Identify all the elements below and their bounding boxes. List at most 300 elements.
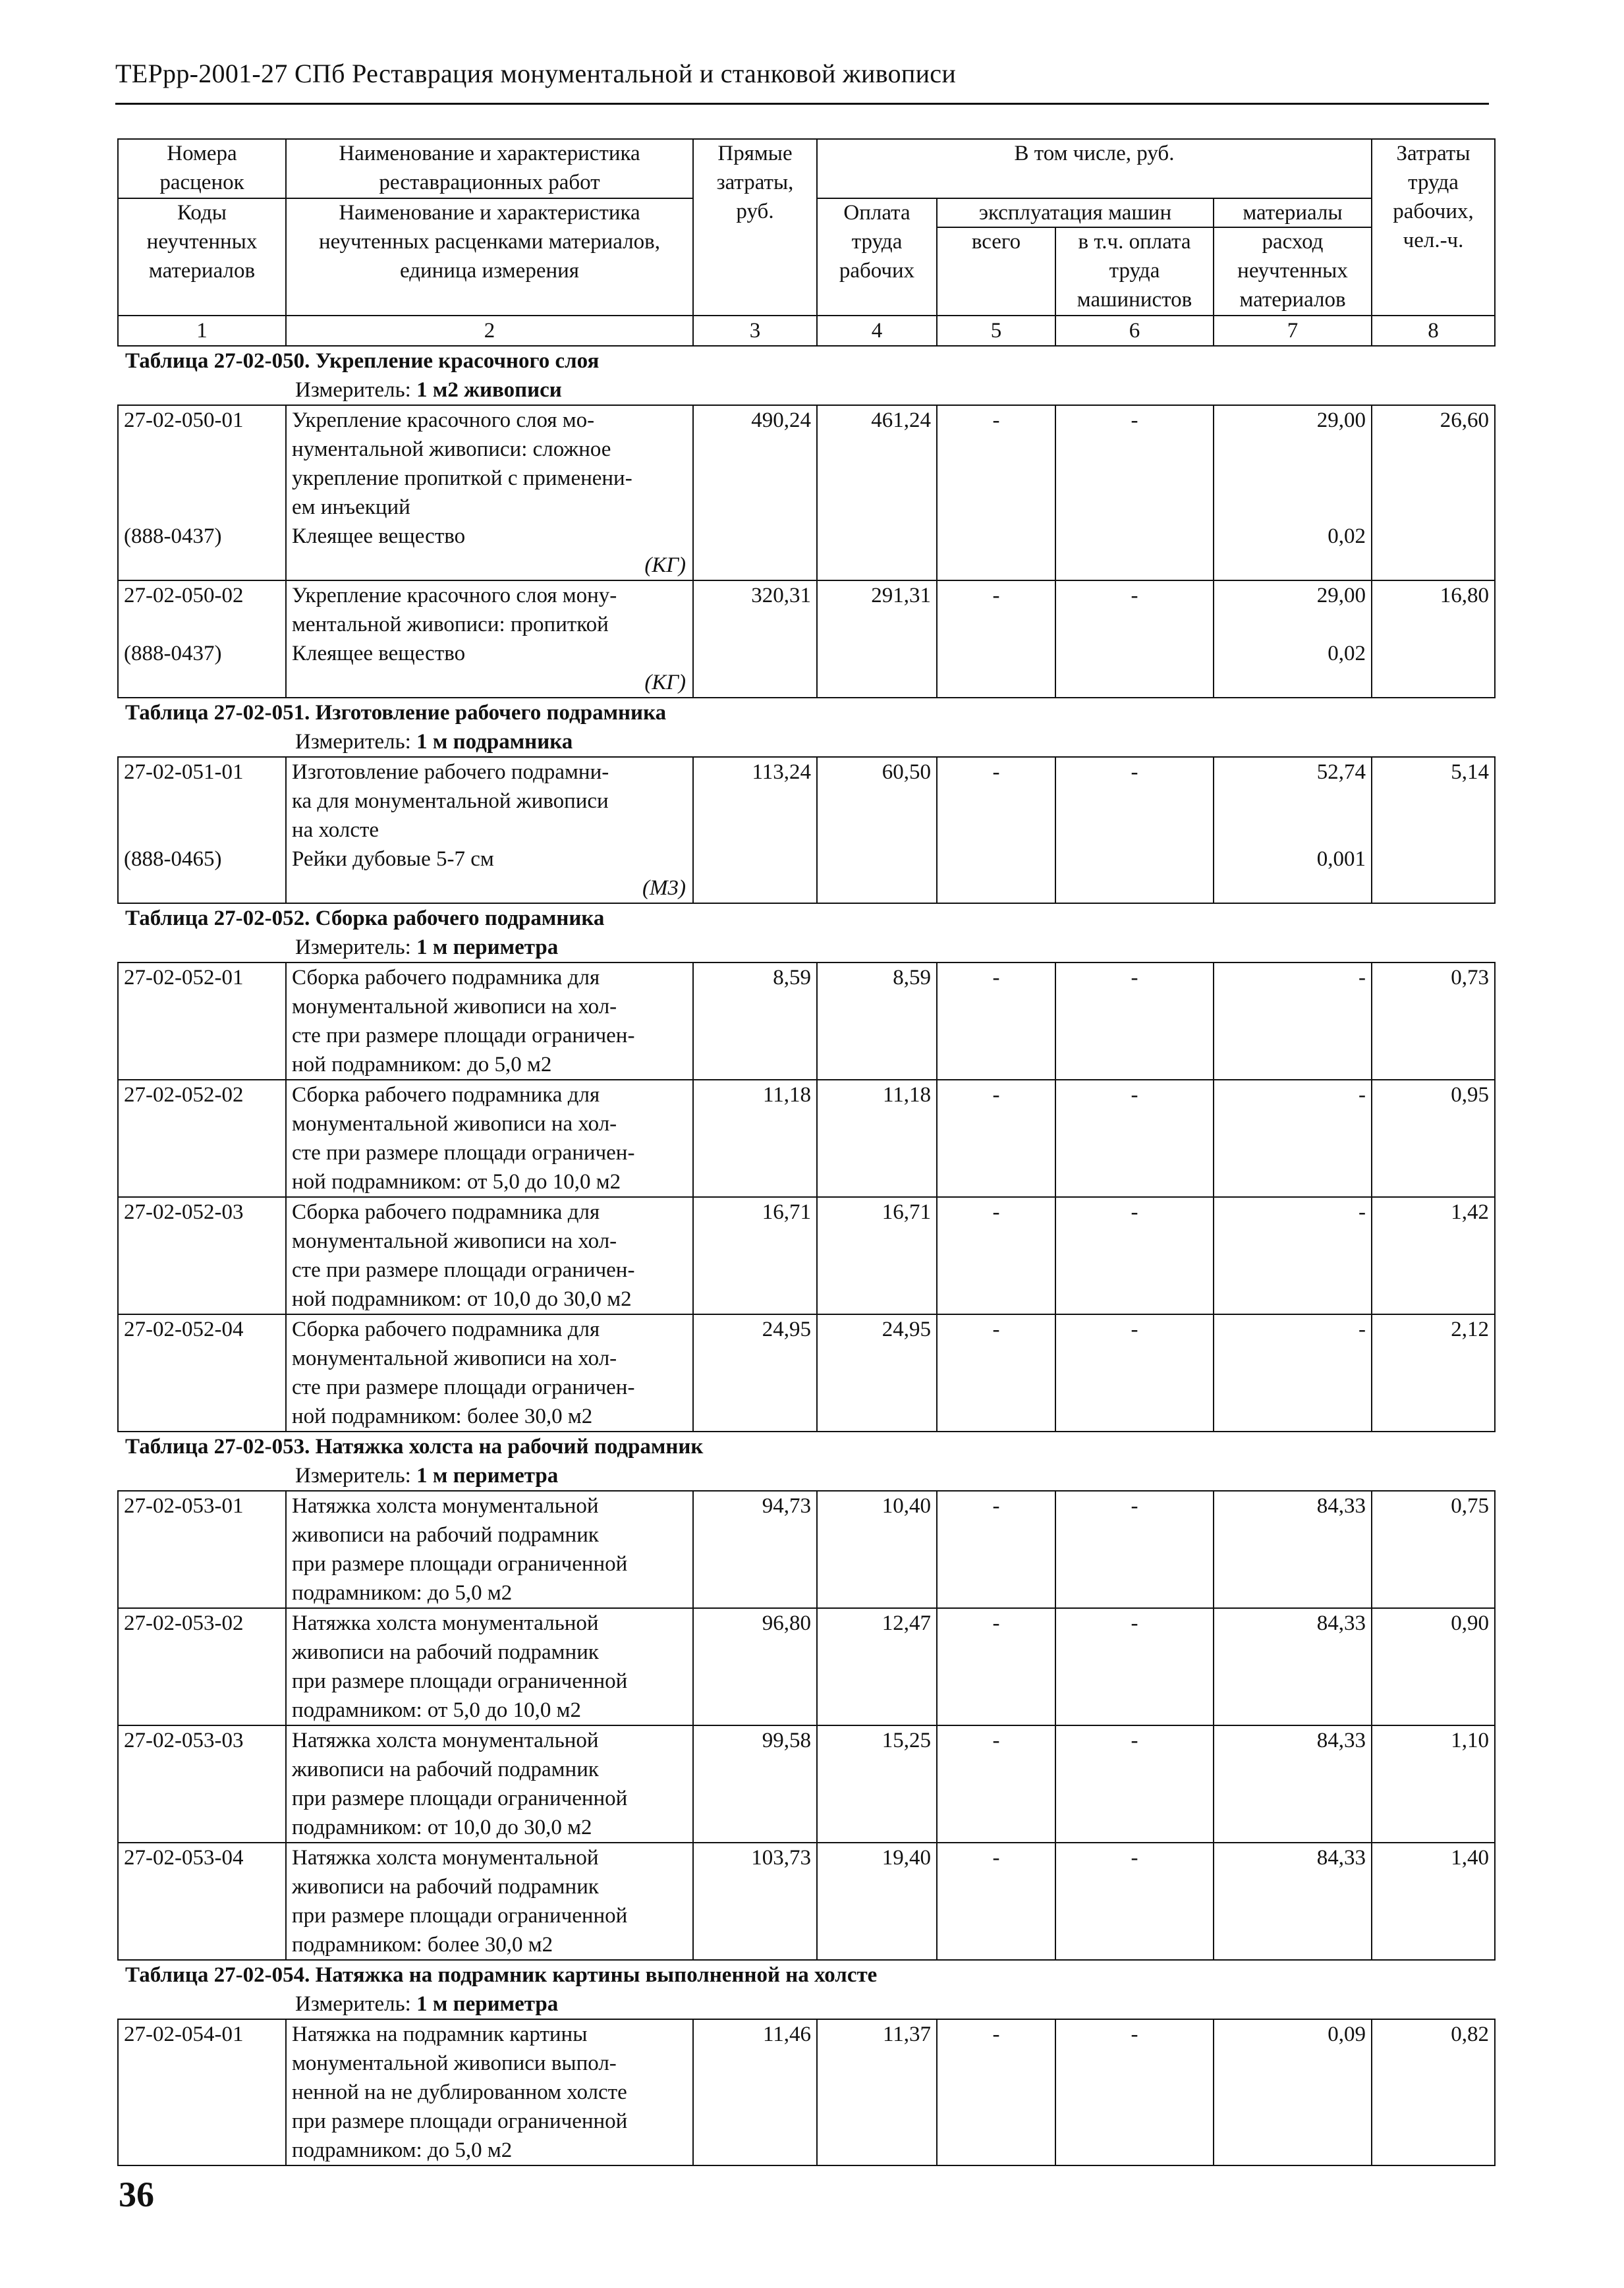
material-name: Клеящее вещество <box>292 642 466 665</box>
rate-row <box>118 1314 1495 1432</box>
rate-name-line: при размере площади ограниченной <box>292 1552 628 1576</box>
materials-cost: 84,33 <box>1316 1494 1366 1518</box>
direct-costs-cell <box>693 1314 817 1432</box>
rate-name-line: укрепление пропиткой с применени- <box>292 466 632 490</box>
rate-name-line: сте при размере площади ограничен- <box>292 1258 635 1282</box>
rate-name-line: сте при размере площади ограничен- <box>292 1376 635 1399</box>
rate-name-line: монументальной живописи на хол- <box>292 1347 617 1370</box>
machines-total: - <box>992 1611 1000 1635</box>
rate-name-line: ной подрамником: до 5,0 м2 <box>292 1053 552 1076</box>
rate-row <box>118 1725 1495 1843</box>
rate-name-line: на холсте <box>292 818 379 842</box>
rate-row <box>118 757 1495 903</box>
rate-row <box>118 1843 1495 1960</box>
rate-code-cell <box>118 963 286 1080</box>
direct-costs: 490,24 <box>751 408 811 432</box>
worker-pay-cell <box>817 2019 937 2165</box>
header-operator-pay: в т.ч. оплата труда машинистов <box>1055 227 1214 316</box>
labor-hours-cell <box>1372 1725 1495 1843</box>
labor-hours-cell <box>1372 1080 1495 1197</box>
machines-total-cell <box>937 963 1055 1080</box>
direct-costs-cell <box>693 2019 817 2165</box>
direct-costs: 16,71 <box>762 1200 811 1224</box>
rate-row <box>118 1197 1495 1314</box>
material-quantity: 0,001 <box>1316 847 1366 871</box>
operator-pay: - <box>1131 1318 1138 1341</box>
machines-total-cell <box>937 580 1055 698</box>
rate-row <box>118 405 1495 580</box>
rate-name-line: Сборка рабочего подрамника для <box>292 966 600 990</box>
rate-name-line: монументальной живописи выпол- <box>292 2051 617 2075</box>
operator-pay-cell <box>1055 1491 1214 1608</box>
operator-pay: - <box>1131 408 1138 432</box>
header-machine-operation: эксплуатация машин <box>937 198 1214 227</box>
rate-code: 27-02-053-03 <box>124 1729 244 1752</box>
column-number: 7 <box>1214 316 1372 346</box>
materials-cost: 52,74 <box>1316 760 1366 784</box>
materials-cell <box>1214 1608 1372 1725</box>
rate-name-line: подрамником: до 5,0 м2 <box>292 1581 513 1605</box>
labor-hours: 1,10 <box>1451 1729 1489 1752</box>
worker-pay-cell <box>817 1491 937 1608</box>
rate-name-cell <box>286 1725 693 1843</box>
direct-costs: 96,80 <box>762 1611 811 1635</box>
rate-name-cell <box>286 2019 693 2165</box>
machines-total: - <box>992 584 1000 607</box>
rate-name-line: живописи на рабочий подрамник <box>292 1875 599 1899</box>
machines-total: - <box>992 1083 1000 1107</box>
rate-name-line: Сборка рабочего подрамника для <box>292 1083 600 1107</box>
machines-total: - <box>992 1200 1000 1224</box>
operator-pay-cell <box>1055 1608 1214 1725</box>
rate-name-line: при размере площади ограниченной <box>292 2109 628 2133</box>
worker-pay: 19,40 <box>882 1846 931 1870</box>
direct-costs-cell <box>693 963 817 1080</box>
material-name: Рейки дубовые 5-7 см <box>292 847 494 871</box>
rate-code: 27-02-052-01 <box>124 966 244 990</box>
rate-name-line: подрамником: более 30,0 м2 <box>292 1933 553 1957</box>
measure-label: Измеритель: <box>295 935 411 959</box>
section-measure <box>295 1461 1489 1490</box>
operator-pay-cell <box>1055 2019 1214 2165</box>
worker-pay-cell <box>817 963 937 1080</box>
operator-pay-cell <box>1055 1725 1214 1843</box>
worker-pay-cell <box>817 1725 937 1843</box>
rate-code-cell <box>118 1314 286 1432</box>
rate-code-cell <box>118 1080 286 1197</box>
machines-total: - <box>992 760 1000 784</box>
direct-costs-cell <box>693 1491 817 1608</box>
rate-table <box>117 962 1496 1432</box>
labor-hours: 1,42 <box>1451 1200 1489 1224</box>
machines-total: - <box>992 2023 1000 2046</box>
materials-cost: - <box>1358 966 1366 990</box>
machines-total: - <box>992 1729 1000 1752</box>
worker-pay: 461,24 <box>871 408 931 432</box>
rate-code: 27-02-053-04 <box>124 1846 244 1870</box>
operator-pay: - <box>1131 760 1138 784</box>
materials-cell <box>1214 405 1372 580</box>
section-title: Таблица 27-02-054. Натяжка на подрамник картины выполненной на холсте <box>125 1963 878 1987</box>
operator-pay: - <box>1131 1846 1138 1870</box>
materials-cell <box>1214 2019 1372 2165</box>
worker-pay: 24,95 <box>882 1318 931 1341</box>
materials-cost: 84,33 <box>1316 1846 1366 1870</box>
labor-hours-cell <box>1372 405 1495 580</box>
rate-name-cell <box>286 405 693 580</box>
rate-name-line: Сборка рабочего подрамника для <box>292 1318 600 1341</box>
direct-costs-cell <box>693 1608 817 1725</box>
rate-table <box>117 405 1496 698</box>
operator-pay: - <box>1131 1200 1138 1224</box>
direct-costs-cell <box>693 1843 817 1960</box>
materials-cost: 84,33 <box>1316 1611 1366 1635</box>
rate-row <box>118 963 1495 1080</box>
column-header-table <box>117 138 1496 347</box>
materials-cost: 84,33 <box>1316 1729 1366 1752</box>
header-direct-costs: Прямые затраты, руб. <box>693 139 817 316</box>
machines-total-cell <box>937 757 1055 903</box>
rate-name-line: Натяжка холста монументальной <box>292 1729 599 1752</box>
labor-hours: 0,90 <box>1451 1611 1489 1635</box>
operator-pay: - <box>1131 1083 1138 1107</box>
measure-value: 1 м периметра <box>416 1992 559 2016</box>
rate-code-cell <box>118 1491 286 1608</box>
column-number: 6 <box>1055 316 1214 346</box>
page-title: ТЕРрр-2001-27 СПб Реставрация монументальной и станковой живописи <box>115 59 957 88</box>
header-labor-hours: Затраты труда рабочих, чел.-ч. <box>1372 139 1495 316</box>
operator-pay: - <box>1131 584 1138 607</box>
direct-costs: 11,18 <box>762 1083 811 1107</box>
materials-cell <box>1214 1080 1372 1197</box>
rate-table <box>117 2019 1496 2166</box>
direct-costs-cell <box>693 405 817 580</box>
rate-name-line: Укрепление красочного слоя мо- <box>292 408 595 432</box>
column-number: 3 <box>693 316 817 346</box>
rate-name-line: сте при размере площади ограничен- <box>292 1024 635 1047</box>
rate-name-line: при размере площади ограниченной <box>292 1787 628 1810</box>
labor-hours-cell <box>1372 1197 1495 1314</box>
section-title: Таблица 27-02-052. Сборка рабочего подрамника <box>125 907 605 930</box>
rate-code: 27-02-050-02 <box>124 584 244 607</box>
rate-code: 27-02-052-04 <box>124 1318 244 1341</box>
worker-pay-cell <box>817 757 937 903</box>
rate-table <box>117 1490 1496 1961</box>
rate-name-line: Натяжка на подрамник картины <box>292 2023 588 2046</box>
material-unit: (КГ) <box>644 553 686 577</box>
machines-total-cell <box>937 405 1055 580</box>
direct-costs: 8,59 <box>773 966 811 990</box>
section-measure <box>295 933 1489 962</box>
labor-hours: 0,82 <box>1451 2023 1489 2046</box>
machines-total: - <box>992 1318 1000 1341</box>
operator-pay-cell <box>1055 1843 1214 1960</box>
rate-name-line: монументальной живописи на хол- <box>292 1112 617 1136</box>
materials-cell <box>1214 1314 1372 1432</box>
header-unaccounted-materials: расход неучтенных материалов <box>1214 227 1372 316</box>
operator-pay-cell <box>1055 580 1214 698</box>
rate-name-line: живописи на рабочий подрамник <box>292 1640 599 1664</box>
header-worker-pay: Оплата труда рабочих <box>817 198 937 316</box>
labor-hours: 1,40 <box>1451 1846 1489 1870</box>
header-materials: материалы <box>1214 198 1372 227</box>
rate-name-line: подрамником: от 10,0 до 30,0 м2 <box>292 1816 592 1839</box>
direct-costs-cell <box>693 1080 817 1197</box>
header-rate-number: Номера расценок <box>118 139 286 198</box>
labor-hours-cell <box>1372 580 1495 698</box>
direct-costs-cell <box>693 1725 817 1843</box>
section-title: Таблица 27-02-053. Натяжка холста на рабочий подрамник <box>125 1435 704 1459</box>
rate-name-cell <box>286 1608 693 1725</box>
rate-code-cell <box>118 580 286 698</box>
column-number: 4 <box>817 316 937 346</box>
rate-name-line: при размере площади ограниченной <box>292 1904 628 1928</box>
rate-code: 27-02-052-02 <box>124 1083 244 1107</box>
direct-costs: 94,73 <box>762 1494 811 1518</box>
rate-code-cell <box>118 1608 286 1725</box>
direct-costs: 113,24 <box>752 760 811 784</box>
worker-pay: 11,18 <box>882 1083 931 1107</box>
column-number: 2 <box>286 316 693 346</box>
rate-name-line: живописи на рабочий подрамник <box>292 1758 599 1781</box>
worker-pay-cell <box>817 1608 937 1725</box>
section-measure <box>295 1990 1489 2019</box>
document-body <box>117 138 1489 2166</box>
worker-pay-cell <box>817 405 937 580</box>
operator-pay-cell <box>1055 405 1214 580</box>
operator-pay: - <box>1131 1611 1138 1635</box>
rate-name-line: ной подрамником: более 30,0 м2 <box>292 1405 593 1428</box>
measure-label: Измеритель: <box>295 730 411 754</box>
rate-row <box>118 580 1495 698</box>
rate-name-line: ненной на не дублированном холсте <box>292 2080 627 2104</box>
machines-total-cell <box>937 1080 1055 1197</box>
worker-pay-cell <box>817 1843 937 1960</box>
rate-name-line: ментальной живописи: пропиткой <box>292 613 609 636</box>
operator-pay-cell <box>1055 757 1214 903</box>
header-material-names: Наименование и характеристика неучтенных расценками материалов, единица измерения <box>286 198 693 316</box>
rate-row <box>118 1080 1495 1197</box>
machines-total-cell <box>937 1314 1055 1432</box>
rate-code: 27-02-052-03 <box>124 1200 244 1224</box>
rate-name-line: Натяжка холста монументальной <box>292 1846 599 1870</box>
section-title: Таблица 27-02-051. Изготовление рабочего подрамника <box>125 701 667 725</box>
section-title: Таблица 27-02-050. Укрепление красочного слоя <box>125 349 600 373</box>
worker-pay: 15,25 <box>882 1729 931 1752</box>
labor-hours: 0,75 <box>1451 1494 1489 1518</box>
measure-label: Измеритель: <box>295 1992 411 2016</box>
worker-pay: 8,59 <box>893 966 931 990</box>
direct-costs: 99,58 <box>762 1729 811 1752</box>
labor-hours: 2,12 <box>1451 1318 1489 1341</box>
labor-hours-cell <box>1372 1608 1495 1725</box>
rate-name-line: Изготовление рабочего подрамни- <box>292 760 609 784</box>
rate-name-cell <box>286 1197 693 1314</box>
direct-costs: 320,31 <box>751 584 811 607</box>
labor-hours-cell <box>1372 1843 1495 1960</box>
operator-pay: - <box>1131 1494 1138 1518</box>
material-code: (888-0437) <box>124 524 222 548</box>
machines-total-cell <box>937 1843 1055 1960</box>
direct-costs: 103,73 <box>751 1846 811 1870</box>
materials-cost: - <box>1358 1318 1366 1341</box>
section-measure <box>295 376 1489 405</box>
column-number: 1 <box>118 316 286 346</box>
measure-value: 1 м периметра <box>416 935 559 959</box>
rate-name-line: Натяжка холста монументальной <box>292 1494 599 1518</box>
worker-pay-cell <box>817 1080 937 1197</box>
material-quantity: 0,02 <box>1328 524 1366 548</box>
machines-total: - <box>992 408 1000 432</box>
machines-total-cell <box>937 1608 1055 1725</box>
rate-name-line: Натяжка холста монументальной <box>292 1611 599 1635</box>
machines-total: - <box>992 966 1000 990</box>
materials-cell <box>1214 1491 1372 1608</box>
header-work-name: Наименование и характеристика реставрационных работ <box>286 139 693 198</box>
measure-value: 1 м2 живописи <box>416 378 562 402</box>
materials-cost: 0,09 <box>1328 2023 1366 2046</box>
rate-name-line: живописи на рабочий подрамник <box>292 1523 599 1547</box>
labor-hours: 26,60 <box>1440 408 1489 432</box>
worker-pay-cell <box>817 1197 937 1314</box>
machines-total-cell <box>937 1725 1055 1843</box>
measure-value: 1 м подрамника <box>416 730 573 754</box>
labor-hours-cell <box>1372 963 1495 1080</box>
material-code: (888-0465) <box>124 847 222 871</box>
measure-label: Измеритель: <box>295 1464 411 1488</box>
direct-costs-cell <box>693 580 817 698</box>
title-divider <box>115 103 1489 105</box>
operator-pay-cell <box>1055 1314 1214 1432</box>
column-number: 8 <box>1372 316 1495 346</box>
labor-hours-cell <box>1372 757 1495 903</box>
materials-cell <box>1214 580 1372 698</box>
rate-code-cell <box>118 2019 286 2165</box>
rate-name-line: при размере площади ограниченной <box>292 1669 628 1693</box>
rate-name-line: подрамником: от 5,0 до 10,0 м2 <box>292 1698 582 1722</box>
rate-name-line: ем инъекций <box>292 495 410 519</box>
machines-total-cell <box>937 1197 1055 1314</box>
page-number: 36 <box>119 2175 154 2214</box>
rate-name-cell <box>286 963 693 1080</box>
rate-code-cell <box>118 1725 286 1843</box>
labor-hours: 0,73 <box>1451 966 1489 990</box>
direct-costs: 24,95 <box>762 1318 811 1341</box>
machines-total-cell <box>937 1491 1055 1608</box>
material-code: (888-0437) <box>124 642 222 665</box>
worker-pay: 60,50 <box>882 760 931 784</box>
worker-pay: 291,31 <box>871 584 931 607</box>
rate-name-line: Сборка рабочего подрамника для <box>292 1200 600 1224</box>
material-quantity: 0,02 <box>1328 642 1366 665</box>
rate-code: 27-02-053-02 <box>124 1611 244 1635</box>
direct-costs: 11,46 <box>762 2023 811 2046</box>
rate-name-cell <box>286 1843 693 1960</box>
measure-label: Измеритель: <box>295 378 411 402</box>
rate-name-line: ной подрамником: от 10,0 до 30,0 м2 <box>292 1287 632 1311</box>
rate-name-cell <box>286 580 693 698</box>
direct-costs-cell <box>693 757 817 903</box>
operator-pay: - <box>1131 966 1138 990</box>
header-group-including: В том числе, руб. <box>817 139 1372 198</box>
rate-code-cell <box>118 757 286 903</box>
rate-code-cell <box>118 1197 286 1314</box>
operator-pay: - <box>1131 2023 1138 2046</box>
measure-value: 1 м периметра <box>416 1464 559 1488</box>
rate-name-cell <box>286 1080 693 1197</box>
header-machines-total: всего <box>937 227 1055 316</box>
rate-name-line: сте при размере площади ограничен- <box>292 1141 635 1165</box>
rate-sections <box>117 347 1489 2166</box>
rate-name-cell <box>286 1314 693 1432</box>
labor-hours: 16,80 <box>1440 584 1489 607</box>
rate-code-cell <box>118 405 286 580</box>
material-name: Клеящее вещество <box>292 524 466 548</box>
rate-name-line: ной подрамником: от 5,0 до 10,0 м2 <box>292 1170 621 1194</box>
rate-code: 27-02-051-01 <box>124 760 244 784</box>
labor-hours: 0,95 <box>1451 1083 1489 1107</box>
worker-pay-cell <box>817 1314 937 1432</box>
rate-name-line: нументальной живописи: сложное <box>292 437 611 461</box>
materials-cell <box>1214 1725 1372 1843</box>
operator-pay: - <box>1131 1729 1138 1752</box>
worker-pay: 11,37 <box>882 2023 931 2046</box>
worker-pay: 10,40 <box>882 1494 931 1518</box>
rate-name-cell <box>286 757 693 903</box>
rate-name-line: подрамником: до 5,0 м2 <box>292 2138 513 2162</box>
worker-pay: 16,71 <box>882 1200 931 1224</box>
materials-cost: - <box>1358 1200 1366 1224</box>
operator-pay-cell <box>1055 1080 1214 1197</box>
materials-cell <box>1214 757 1372 903</box>
materials-cost: - <box>1358 1083 1366 1107</box>
machines-total-cell <box>937 2019 1055 2165</box>
rate-row <box>118 1608 1495 1725</box>
column-number: 5 <box>937 316 1055 346</box>
rate-code: 27-02-054-01 <box>124 2023 244 2046</box>
labor-hours: 5,14 <box>1451 760 1489 784</box>
labor-hours-cell <box>1372 1314 1495 1432</box>
rate-name-line: монументальной живописи на хол- <box>292 1229 617 1253</box>
worker-pay-cell <box>817 580 937 698</box>
section-measure <box>295 727 1489 756</box>
rate-code: 27-02-053-01 <box>124 1494 244 1518</box>
materials-cell <box>1214 1197 1372 1314</box>
labor-hours-cell <box>1372 1491 1495 1608</box>
worker-pay: 12,47 <box>882 1611 931 1635</box>
material-unit: (М3) <box>642 876 686 900</box>
materials-cell <box>1214 963 1372 1080</box>
rate-name-line: ка для монументальной живописи <box>292 789 609 813</box>
rate-name-line: монументальной живописи на хол- <box>292 995 617 1018</box>
rate-row <box>118 1491 1495 1608</box>
rate-name-cell <box>286 1491 693 1608</box>
materials-cost: 29,00 <box>1316 408 1366 432</box>
operator-pay-cell <box>1055 1197 1214 1314</box>
rate-code-cell <box>118 1843 286 1960</box>
material-unit: (КГ) <box>644 671 686 694</box>
materials-cost: 29,00 <box>1316 584 1366 607</box>
rate-name-line: Укрепление красочного слоя мону- <box>292 584 617 607</box>
operator-pay-cell <box>1055 963 1214 1080</box>
direct-costs-cell <box>693 1197 817 1314</box>
rate-code: 27-02-050-01 <box>124 408 244 432</box>
materials-cell <box>1214 1843 1372 1960</box>
rate-row <box>118 2019 1495 2165</box>
rate-table <box>117 756 1496 904</box>
header-material-codes: Коды неучтенных материалов <box>118 198 286 316</box>
machines-total: - <box>992 1846 1000 1870</box>
